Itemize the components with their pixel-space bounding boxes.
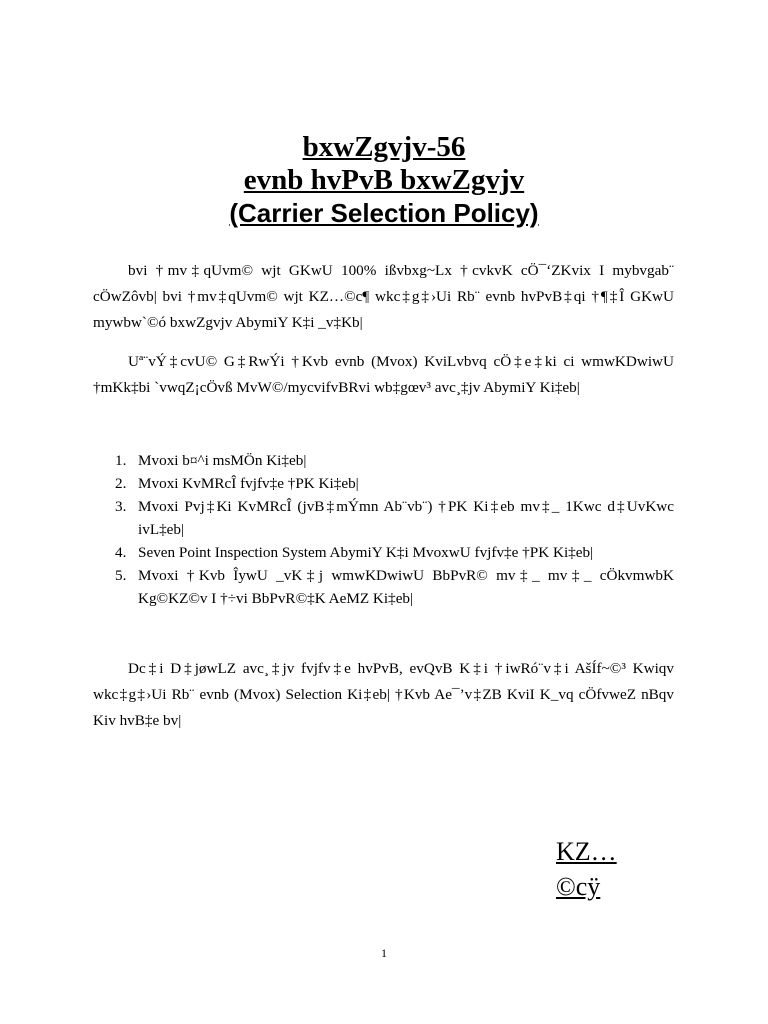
list-item (93, 472, 674, 495)
list-item-text: Mvoxi b¤^i msMÖn Ki‡eb| (138, 452, 307, 469)
list-item (93, 541, 674, 564)
authority-signature (556, 834, 617, 904)
list-item-text: Mvoxi †Kvb ÎywU _vK‡j wmwKDwiwU BbPvR© mv‡_ mv‡_ cÖkvmwbK Kg©KZ©v I †÷vi BbPvR©‡K AeMZ Ki‡eb| (138, 567, 674, 607)
intro-paragraph: bvi †mv‡qUvm© wjt GKwU 100% ißvbxg~Lx †cvkvK cÖ¯‘ZKvix I mybvgab¨ cÖwZôvb| bvi †mv‡qUvm© wjt KZ…©c¶ wkc‡g‡›Ui Rb¨ evnb hvPvB‡qi †¶‡Î GKwU mywbw`©ó bxwZgvjv AbymiY K‡i _v‡Kb| (93, 262, 674, 331)
list-item-number: 5. (115, 567, 127, 584)
policy-english-title: (Carrier Selection Policy) (229, 198, 539, 228)
conclusion-paragraph: Dc‡i D‡jøwLZ avc¸‡jv fvjfv‡e hvPvB, evQvB K‡i †iwRó¨v‡i AšÍf~©³ Kwiqv wkc‡g‡›Ui Rb¨ evnb (Mvox) Selection Ki‡eb| †Kvb Ae¯’v‡ZB KviI K_vq cÖfvweZ nBqv Kiv hvB‡e bv| (93, 660, 674, 729)
title-block (0, 131, 768, 230)
procedure-paragraph: Uª¨vÝ‡cvU© G‡RwÝi †Kvb evnb (Mvox) KviLvbvq cÖ‡e‡ki ci wmwKDwiwU †mKk‡bi `vwqZ¡cÖvß MvW©/mycvifvBRvi wb‡gœv³ avc¸‡jv AbymiY Ki‡eb| (93, 353, 674, 396)
list-item (93, 449, 674, 472)
list-item (93, 495, 674, 541)
list-item-number: 1. (115, 452, 127, 469)
policy-number-title: bxwZgvjv-56 (302, 131, 466, 163)
list-item-number: 2. (115, 475, 127, 492)
list-item-text: Mvoxi KvMRcÎ fvjfv‡e †PK Ki‡eb| (138, 475, 359, 492)
list-item-number: 4. (115, 544, 127, 561)
steps-list (93, 449, 674, 610)
signature-line-1: KZ… (556, 837, 617, 866)
policy-name-title: evnb hvPvB bxwZgvjv (243, 164, 525, 196)
list-item-text: Mvoxi Pvj‡Ki KvMRcÎ (jvB‡mÝmn Ab¨vb¨) †PK Ki‡eb mv‡_ 1Kwc d‡UvKwc ivL‡eb| (138, 498, 674, 538)
list-item-number: 3. (115, 498, 127, 515)
signature-line-2: ©cÿ (556, 872, 601, 901)
list-item (93, 564, 674, 610)
page-number: 1 (381, 946, 387, 960)
list-item-text: Seven Point Inspection System AbymiY K‡i MvoxwU fvjfv‡e †PK Ki‡eb| (138, 544, 594, 561)
